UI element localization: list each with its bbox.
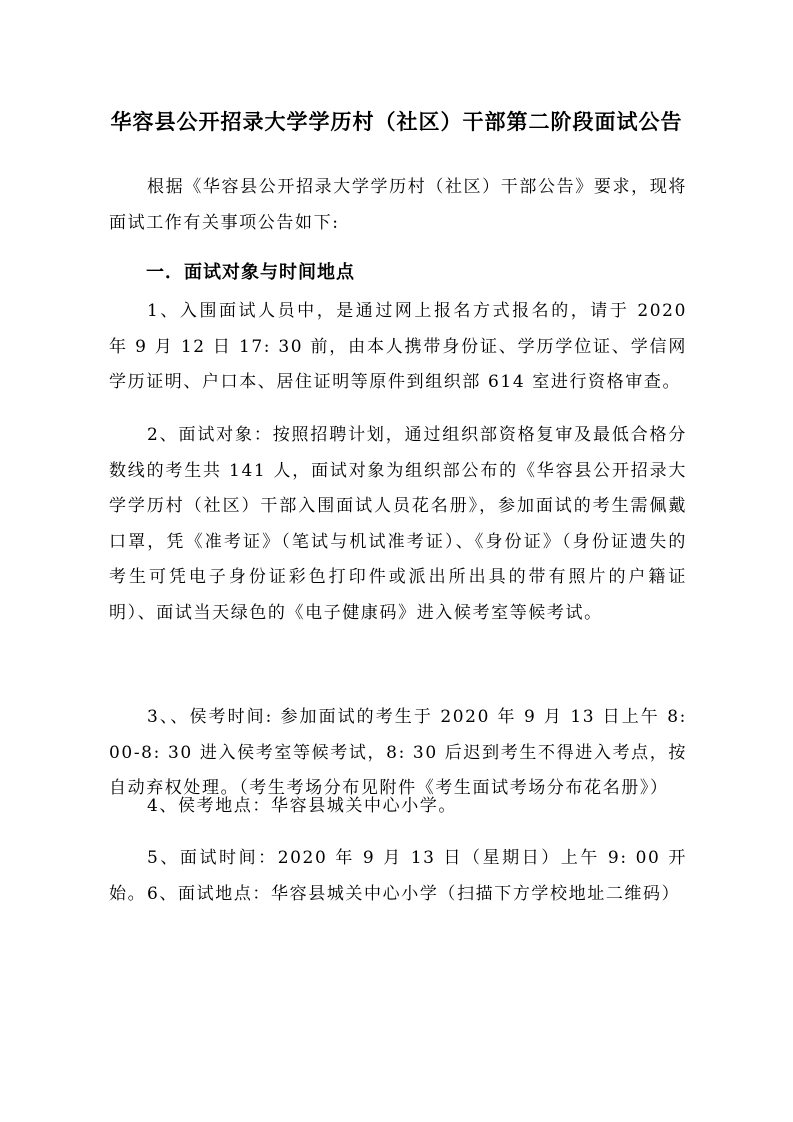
item-2-paragraph: 2、面试对象：按照招聘计划，通过组织部资格复审及最低合格分数线的考生共 141 人，面试对象为组织部公布的《华容县公开招录大学学历村（社区）干部入围面试人员花名册》，参加面试的考生需佩戴口罩，凭《准考证》（笔试与机试准考证）、《身份证》（身份证遗失的考生可凭电子身份证彩色打印件或派出所出具的带有照片的户籍证明）、面试当天绿色的《电子健康码》进入候考室等候考试。 <box>109 425 687 623</box>
intro-paragraph: 根据《华容县公开招录大学学历村（社区）干部公告》要求，现将面试工作有关事项公告如下: <box>109 177 687 233</box>
item-6-paragraph: 6、面试地点：华容县城关中心小学（扫描下方学校地址二维码） <box>147 884 681 904</box>
item-1-paragraph: 1、入围面试人员中，是通过网上报名方式报名的，请于 2020 年 9 月 12 日 17: 30 前，由本人携带身份证、学历学位证、学信网学历证明、户口本、居住证明等原件到组织部 614 室进行资格审查。 <box>109 301 687 392</box>
section-heading: 一．面试对象与时间地点 <box>146 262 355 283</box>
item-4-paragraph: 4、侯考地点：华容县城关中心小学。 <box>147 796 458 816</box>
item-5-paragraph: 5、面试时间：2020 年 9 月 13 日（星期日）上午 9: 00 开始。 <box>109 848 687 904</box>
item-3-paragraph: 3、、侯考时间: 参加面试的考生于 2020 年 9 月 13 日上午 8: 00-8: 30 进入侯考室等候考试，8: 30 后迟到考生不得进入考点，按自动弃权处理。（考生考场分布见附件《考生面试考场分布花名册》） <box>109 707 687 798</box>
document-title: 华容县公开招录大学学历村（社区）干部第二阶段面试公告 <box>110 109 683 134</box>
